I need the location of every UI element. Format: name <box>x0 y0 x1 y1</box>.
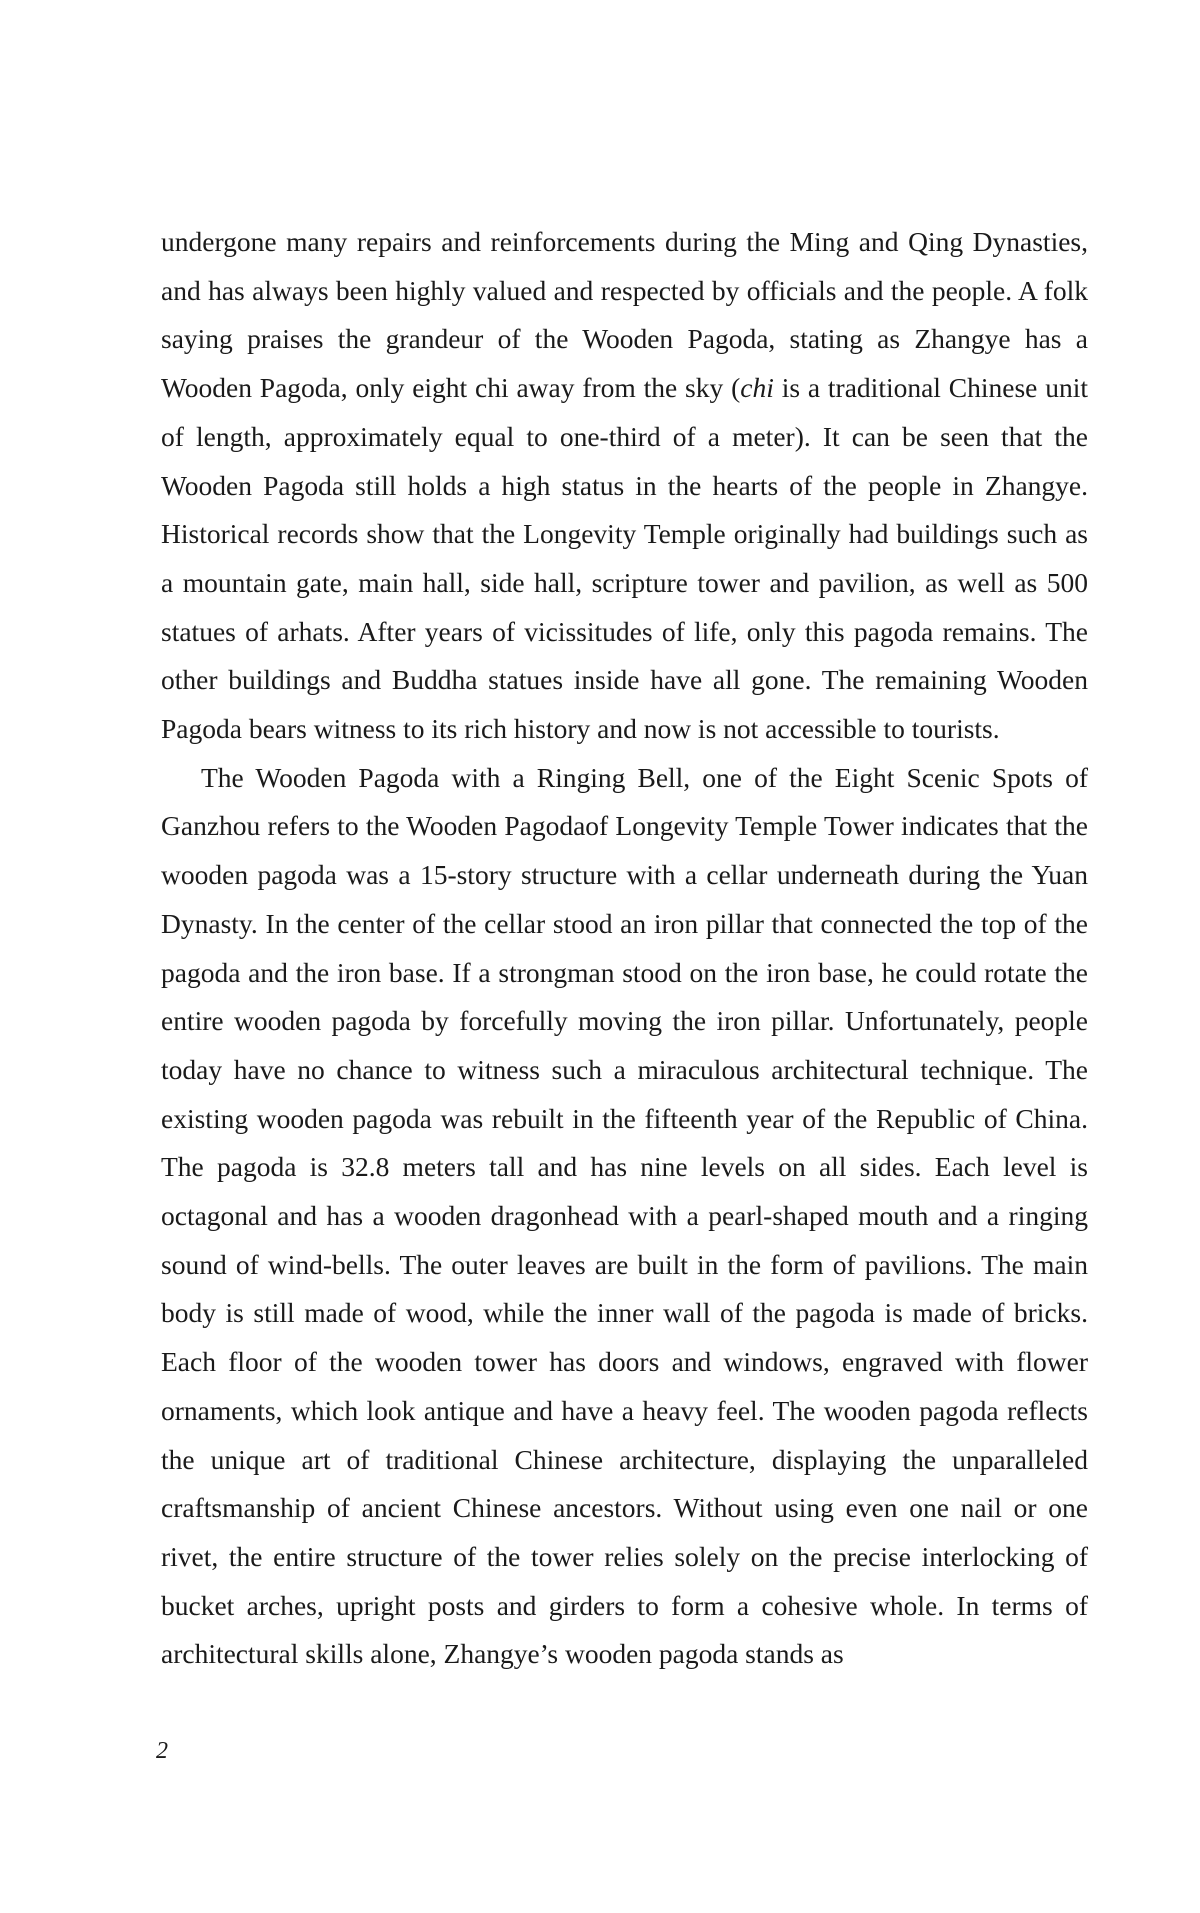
paragraph-1-text-after: is a traditional Chinese unit of length, approximately equal to one-third of a meter). It can be seen that the Wooden Pagoda still holds a high status in the hearts of the people in Zhangye. Historical records show that the Longevity Temple originally had buildings such as a mountain gate, main hall, side hall, scripture tower and pavilion, as well as 500 statues of arhats. After years of vicissitudes of life, only this pagoda remains. The other buildings and Buddha statues inside have all gone. The remaining Wooden Pagoda bears witness to its rich history and now is not accessible to tourists. <box>161 372 1088 745</box>
paragraph-1-text-before: undergone many repairs and reinforcements during the Ming and Qing Dynasties, and has always been highly valued and respected by officials and the people. A folk saying praises the grandeur of the Wooden Pagoda, stating as Zhangye has a Wooden Pagoda, only eight chi away from the sky ( <box>161 226 1088 404</box>
paragraph-pagoda-history <box>161 218 1088 754</box>
page-number: 2 <box>156 1738 168 1764</box>
paragraph-pagoda-architecture: The Wooden Pagoda with a Ringing Bell, one of the Eight Scenic Spots of Ganzhou refers to the Wooden Pagodaof Longevity Temple Tower indicates that the wooden pagoda was a 15-story structure with a cellar underneath during the Yuan Dynasty. In the center of the cellar stood an iron pillar that connected the top of the pagoda and the iron base. If a strongman stood on the iron base, he could rotate the entire wooden pagoda by forcefully moving the iron pillar. Unfortunately, people today have no chance to witness such a miraculous architectural technique. The existing wooden pagoda was rebuilt in the fifteenth year of the Republic of China. The pagoda is 32.8 meters tall and has nine levels on all sides. Each level is octagonal and has a wooden dragonhead with a pearl-shaped mouth and a ringing sound of wind-bells. The outer leaves are built in the form of pavilions. The main body is still made of wood, while the inner wall of the pagoda is made of bricks. Each floor of the wooden tower has doors and windows, engraved with flower ornaments, which look antique and have a heavy feel. The wooden pagoda reflects the unique art of traditional Chinese architecture, displaying the unparalleled craftsmanship of ancient Chinese ancestors. Without using even one nail or one rivet, the entire structure of the tower relies solely on the precise interlocking of bucket arches, upright posts and girders to form a cohesive whole. In terms of architectural skills alone, Zhangye’s wooden pagoda stands as <box>161 761 1088 1670</box>
chi-term: chi <box>740 372 774 404</box>
body-text <box>161 218 1088 1679</box>
